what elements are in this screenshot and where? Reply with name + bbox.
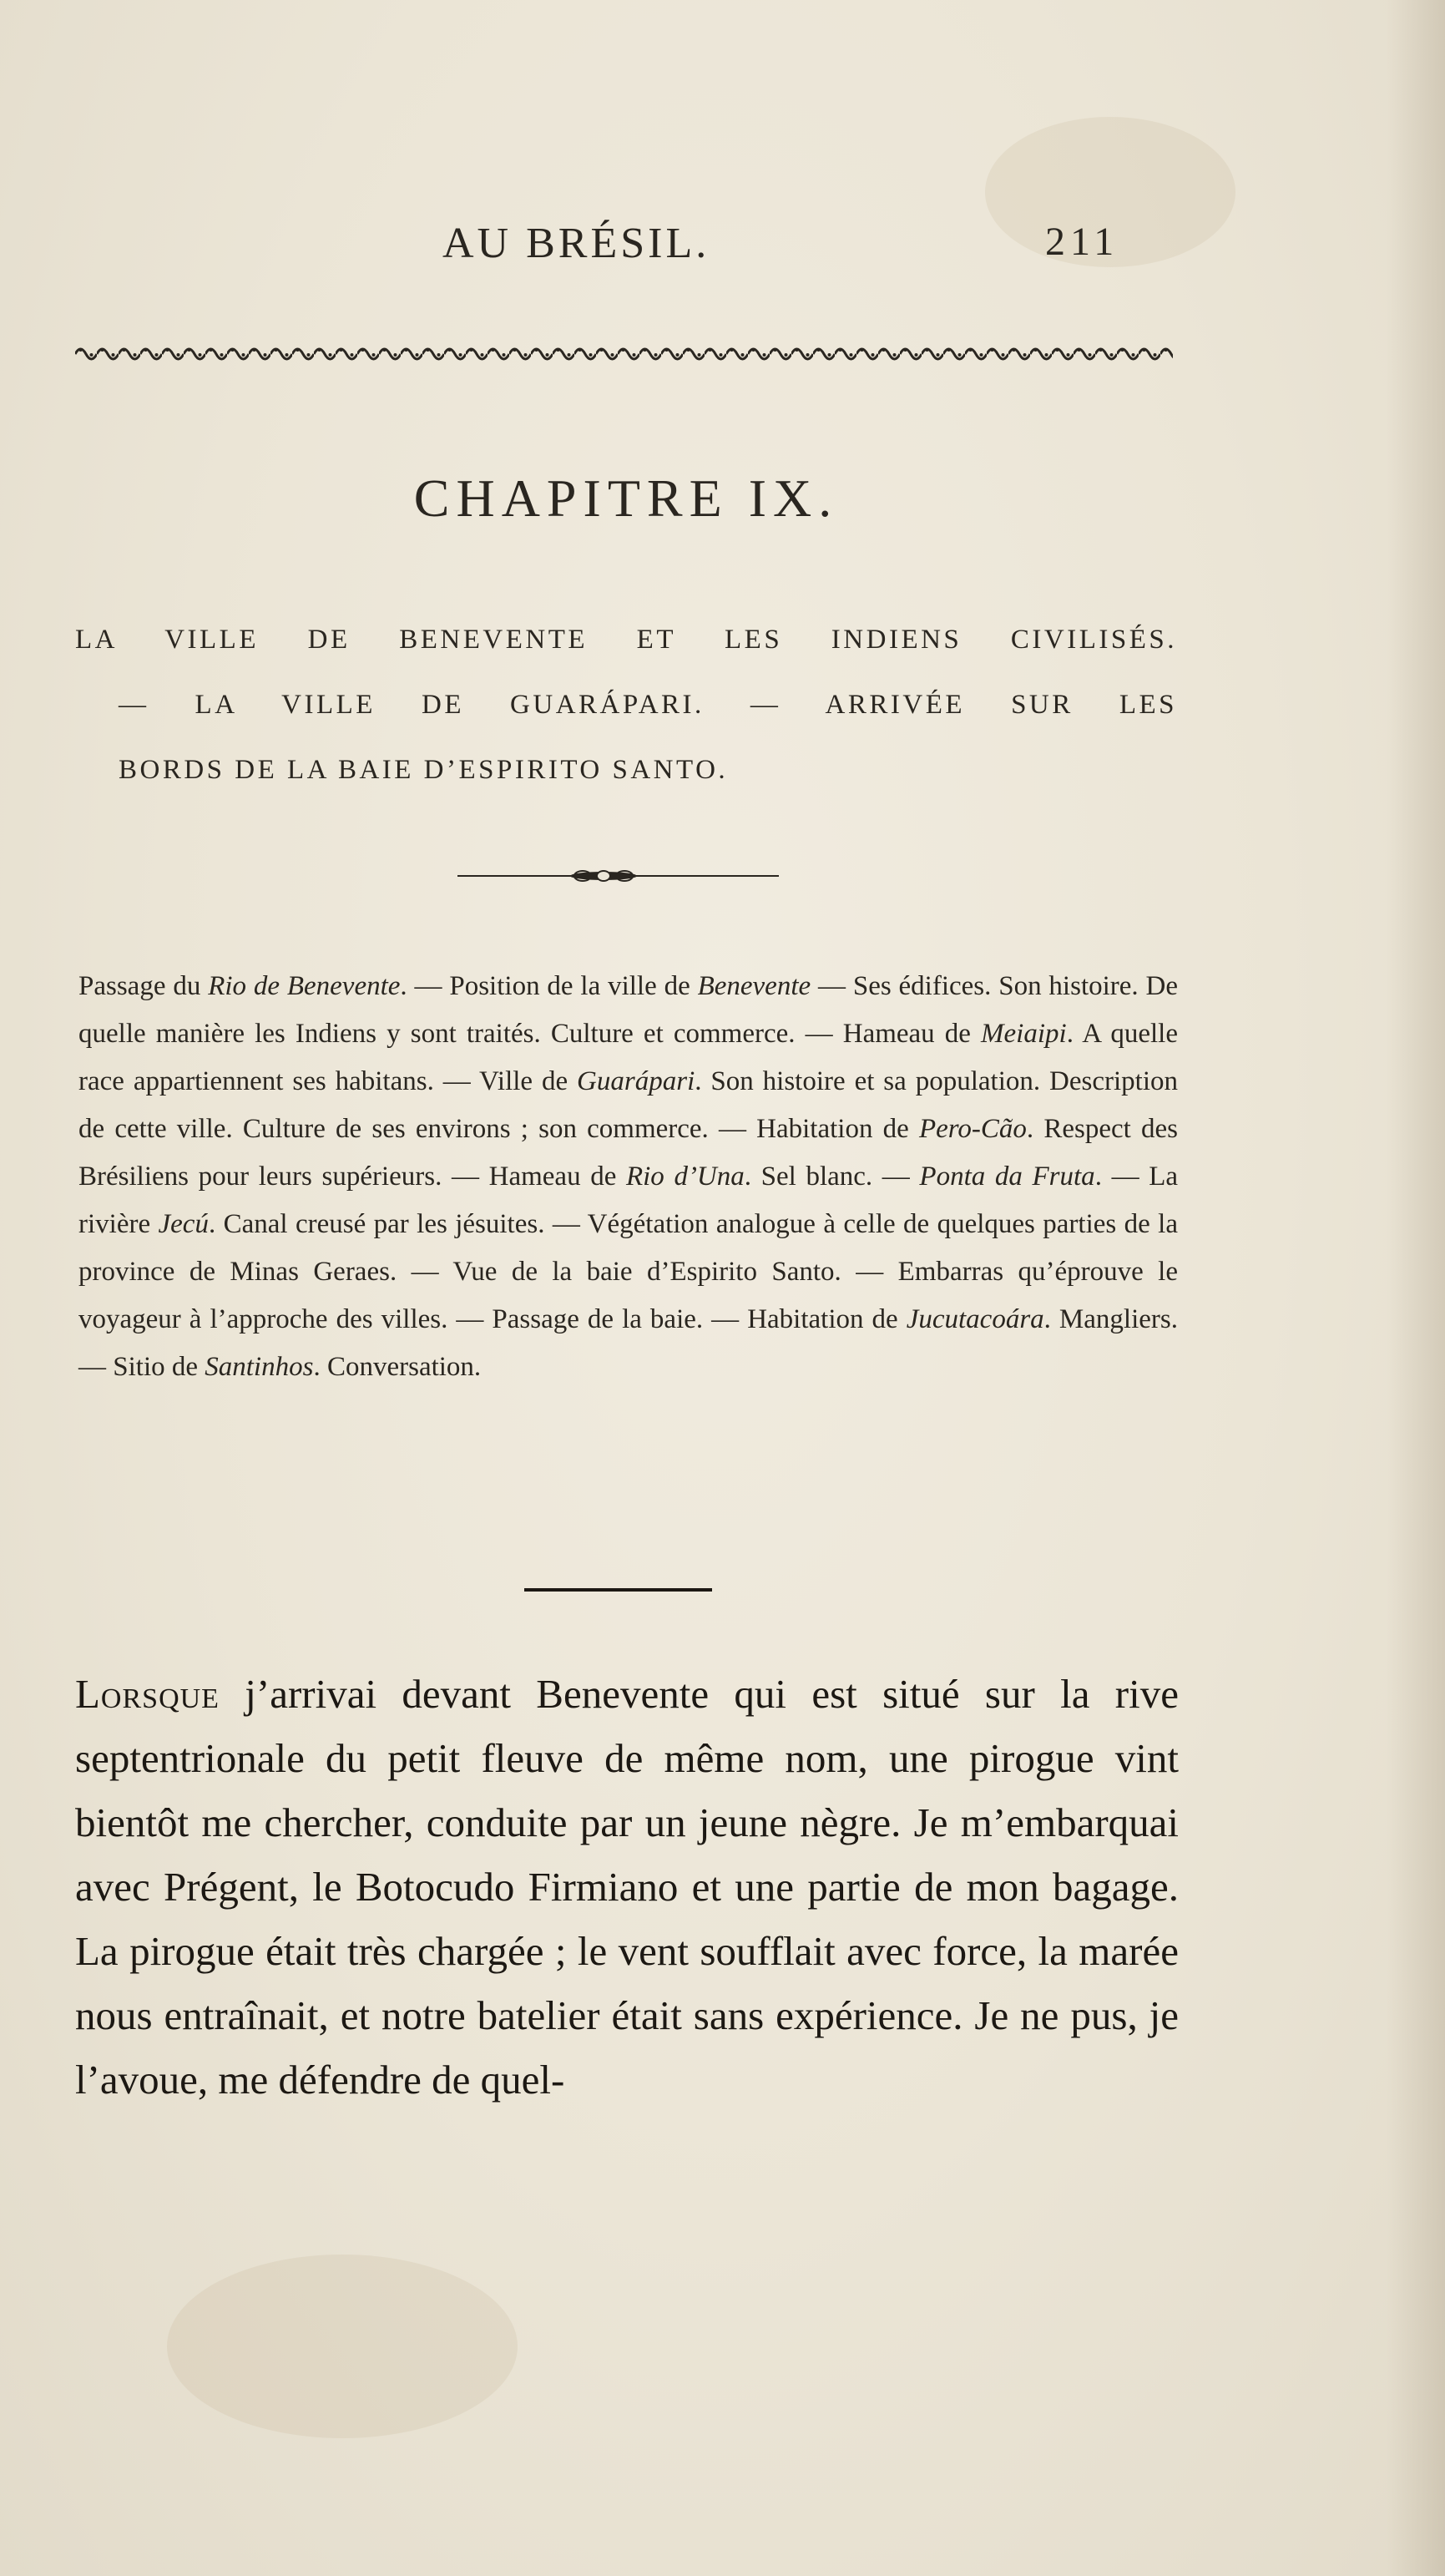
chapter-subtitle — [75, 607, 1177, 802]
summary-text: . Conversation. — [313, 1352, 482, 1382]
summary-text: — Ses édifices. Son histoire. De quelle manière les Indiens y sont traités. Culture et commerce. — Hameau de — [78, 971, 1178, 1049]
summary-text: . A quelle race appartiennent ses habitans. — Ville de — [78, 1019, 1178, 1096]
summary-text: . Mangliers. — Sitio de — [78, 1304, 1178, 1382]
running-head: AU BRÉSIL. — [442, 220, 710, 267]
summary-text: . — Position de la ville de — [400, 971, 698, 1001]
section-ornament — [457, 868, 779, 883]
body-paragraph — [75, 1662, 1179, 2112]
ornamental-rule — [75, 342, 1173, 361]
opening-word: Lorsque — [75, 1671, 220, 1717]
summary-text: . — La rivière — [78, 1161, 1178, 1239]
summary-place-name: Rio d’Una — [625, 1161, 745, 1192]
chapter-summary — [78, 963, 1178, 1391]
summary-text: . Son histoire et sa population. Description de cette ville. Culture de ses environs ; son commerce. — Habitation de — [78, 1066, 1178, 1144]
summary-place-name: Meiaipi — [981, 1019, 1067, 1049]
chapter-subtitle-line: — LA VILLE DE GUARÁPARI. — ARRIVÉE SUR LES — [119, 690, 1177, 720]
page-number: 211 — [1045, 220, 1119, 264]
summary-text: . Sel blanc. — — [744, 1161, 920, 1192]
summary-text: . Canal creusé par les jésuites. — Végétation analogue à celle de quelques parties de la province de Minas Geraes. — Vue de la baie d’Espirito Santo. — Embarras qu’éprouve le voyageur à l’approche des villes. — Passage de la baie. — Habitation de — [78, 1209, 1179, 1334]
summary-place-name: Rio de Benevente — [208, 971, 401, 1001]
summary-text: . Respect des Brésiliens pour leurs supérieurs. — Hameau de — [78, 1114, 1178, 1192]
summary-text: Passage du — [78, 971, 209, 1001]
chapter-subtitle-line: BORDS DE LA BAIE D’ESPIRITO SANTO. — [119, 755, 729, 785]
summary-place-name: Benevente — [697, 971, 811, 1001]
body-text: j’arrivai devant Benevente qui est situé sur la rive septentrionale du petit fleuve de même nom, une pirogue vint bientôt me chercher, conduite par un jeune nègre. Je m’embarquai avec Prégent, le Botocudo Firmiano et une partie de mon bagage. La pirogue était très chargée ; le vent soufflait avec force, la marée nous entraînait, et notre batelier était sans expérience. Je ne pus, je l’avoue, me défendre de quel- — [75, 1671, 1179, 2103]
chapter-title: CHAPITRE IX. — [413, 468, 839, 528]
summary-place-name: Jecú — [158, 1209, 209, 1239]
summary-place-name: Pero-Cão — [918, 1114, 1027, 1144]
summary-place-name: Santinhos — [205, 1352, 314, 1382]
spine-shadow — [1387, 0, 1445, 2576]
summary-place-name: Ponta da Fruta — [919, 1161, 1095, 1192]
divider-rule — [524, 1588, 712, 1592]
chapter-subtitle-line: LA VILLE DE BENEVENTE ET LES INDIENS CIVILISÉS. — [75, 625, 1177, 655]
summary-place-name: Guarápari — [577, 1066, 695, 1096]
summary-place-name: Jucutacoára — [906, 1304, 1044, 1334]
paper-stain — [167, 2255, 518, 2438]
